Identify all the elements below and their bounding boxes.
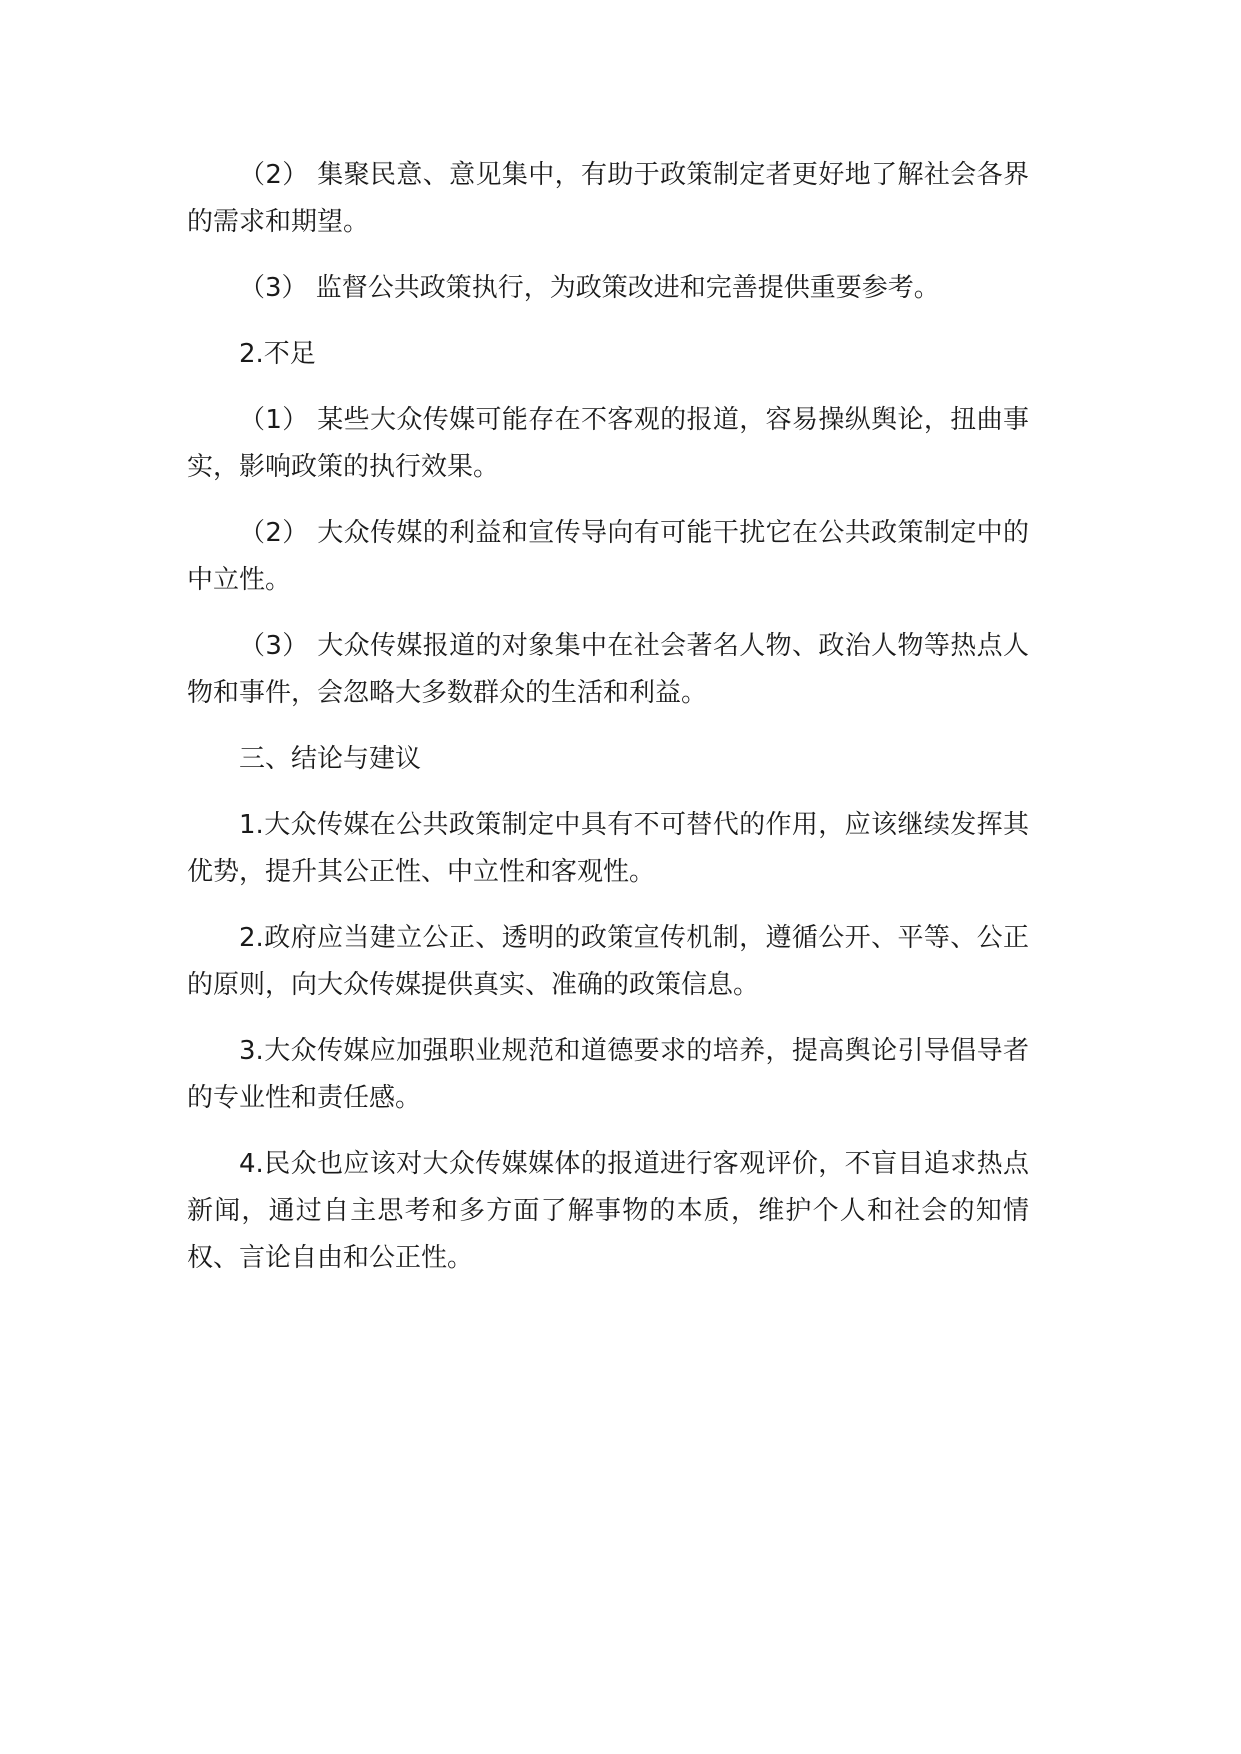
document-body [187, 152, 1029, 1301]
paragraph-advantage-3: （3） 监督公共政策执行，为政策改进和完善提供重要参考。 [239, 273, 940, 303]
heading-conclusions: 三、结论与建议 [239, 744, 422, 774]
paragraph-recommendation-4: 4.民众也应该对大众传媒媒体的报道进行客观评价，不盲目追求热点新闻，通过自主思考和多方面了解事物的本质，维护个人和社会的知情权、言论自由和公正性。 [187, 1149, 1029, 1273]
paragraph-advantage-2: （2） 集聚民意、意见集中，有助于政策制定者更好地了解社会各界的需求和期望。 [187, 160, 1029, 237]
paragraph-shortcoming-1: （1） 某些大众传媒可能存在不客观的报道，容易操纵舆论，扭曲事实，影响政策的执行效果。 [187, 405, 1029, 482]
paragraph-recommendation-3: 3.大众传媒应加强职业规范和道德要求的培养，提高舆论引导倡导者的专业性和责任感。 [187, 1036, 1029, 1113]
paragraph-recommendation-1: 1.大众传媒在公共政策制定中具有不可替代的作用，应该继续发挥其优势，提升其公正性、中立性和客观性。 [187, 810, 1029, 887]
heading-shortcomings: 2.不足 [239, 339, 316, 369]
paragraph-shortcoming-3: （3） 大众传媒报道的对象集中在社会著名人物、政治人物等热点人物和事件，会忽略大多数群众的生活和利益。 [187, 631, 1029, 708]
paragraph-recommendation-2: 2.政府应当建立公正、透明的政策宣传机制，遵循公开、平等、公正的原则，向大众传媒提供真实、准确的政策信息。 [187, 923, 1029, 1000]
paragraph-shortcoming-2: （2） 大众传媒的利益和宣传导向有可能干扰它在公共政策制定中的中立性。 [187, 518, 1029, 595]
